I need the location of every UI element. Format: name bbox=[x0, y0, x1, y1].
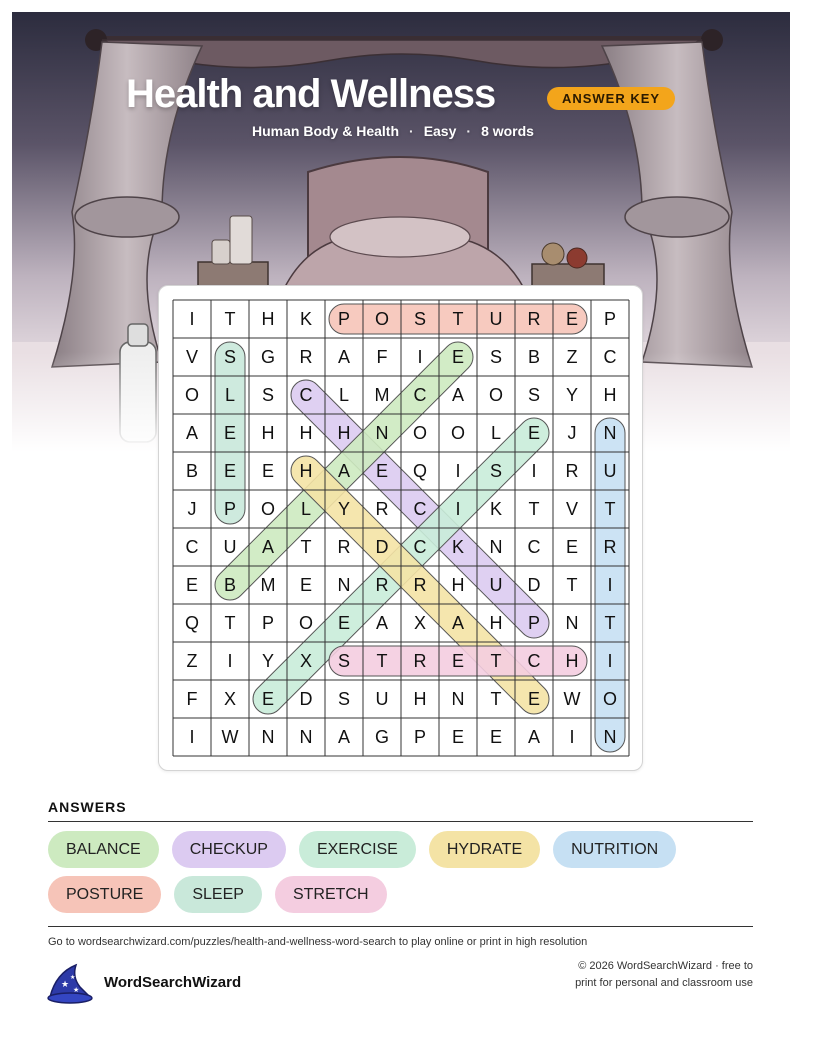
grid-letter[interactable]: P bbox=[223, 499, 237, 519]
grid-letter[interactable]: B bbox=[185, 461, 199, 481]
meta-separator: · bbox=[466, 123, 472, 139]
grid-letter[interactable]: I bbox=[607, 651, 613, 671]
grid-letter[interactable]: A bbox=[451, 613, 465, 633]
grid-letter[interactable]: W bbox=[221, 727, 239, 747]
grid-letter[interactable]: T bbox=[604, 613, 616, 633]
grid-letter[interactable]: S bbox=[223, 347, 237, 367]
grid-letter[interactable]: E bbox=[185, 575, 199, 595]
grid-letter[interactable]: S bbox=[337, 651, 351, 671]
grid-letter[interactable]: Y bbox=[565, 385, 579, 405]
grid-letter[interactable]: I bbox=[531, 461, 537, 481]
grid-letter[interactable]: L bbox=[224, 385, 236, 405]
grid-letter[interactable]: G bbox=[374, 727, 390, 747]
grid-letter[interactable]: I bbox=[227, 651, 233, 671]
grid-letter[interactable]: O bbox=[374, 309, 390, 329]
grid-letter[interactable]: C bbox=[527, 537, 541, 557]
answer-pill-stretch: STRETCH bbox=[275, 876, 387, 913]
grid-letter[interactable]: D bbox=[299, 689, 313, 709]
answer-key-badge: ANSWER KEY bbox=[547, 87, 675, 110]
grid-letter[interactable]: O bbox=[488, 385, 504, 405]
grid-letter[interactable]: S bbox=[337, 689, 351, 709]
grid-letter[interactable]: R bbox=[527, 309, 541, 329]
grid-letter[interactable]: U bbox=[375, 689, 389, 709]
grid-letter[interactable]: C bbox=[413, 499, 427, 519]
grid-letter[interactable]: N bbox=[261, 727, 275, 747]
grid-letter[interactable]: H bbox=[413, 689, 427, 709]
grid-letter[interactable]: Q bbox=[412, 461, 428, 481]
grid-letter[interactable]: U bbox=[489, 575, 503, 595]
grid-letter[interactable]: C bbox=[413, 385, 427, 405]
grid-letter[interactable]: E bbox=[489, 727, 503, 747]
grid-letter[interactable]: E bbox=[565, 309, 579, 329]
grid-letter[interactable]: P bbox=[261, 613, 275, 633]
grid-letter[interactable]: I bbox=[455, 461, 461, 481]
grid-letter[interactable]: C bbox=[299, 385, 313, 405]
grid-letter[interactable]: Y bbox=[337, 499, 351, 519]
grid-letter[interactable]: A bbox=[451, 385, 465, 405]
grid-letter[interactable]: B bbox=[223, 575, 237, 595]
grid-letter[interactable]: H bbox=[603, 385, 617, 405]
grid-letter[interactable]: P bbox=[413, 727, 427, 747]
grid-letter[interactable]: E bbox=[299, 575, 313, 595]
grid-letter[interactable]: S bbox=[413, 309, 427, 329]
svg-text:★: ★ bbox=[61, 980, 70, 990]
grid-letter[interactable]: O bbox=[184, 385, 200, 405]
word-search-grid bbox=[172, 299, 630, 757]
copyright-text: © 2026 WordSearchWizard · free to print for personal and classroom use bbox=[575, 960, 753, 989]
answer-pill-balance: BALANCE bbox=[48, 831, 159, 868]
answer-pill-checkup: CHECKUP bbox=[172, 831, 286, 868]
grid-letter[interactable]: J bbox=[567, 423, 577, 443]
answer-pill-posture: POSTURE bbox=[48, 876, 161, 913]
grid-letter[interactable]: A bbox=[527, 727, 541, 747]
answer-pill-exercise: EXERCISE bbox=[299, 831, 416, 868]
grid-letter[interactable]: K bbox=[489, 499, 503, 519]
grid-letter[interactable]: I bbox=[189, 727, 195, 747]
grid-letter[interactable]: J bbox=[187, 499, 197, 519]
grid-letter[interactable]: C bbox=[603, 347, 617, 367]
grid-letter[interactable]: N bbox=[603, 423, 617, 443]
grid-letter[interactable]: M bbox=[374, 385, 390, 405]
grid-letter[interactable]: T bbox=[224, 613, 236, 633]
divider bbox=[48, 821, 753, 822]
grid-letter[interactable]: R bbox=[413, 651, 427, 671]
grid-letter[interactable]: C bbox=[185, 537, 199, 557]
grid-letter[interactable]: A bbox=[185, 423, 199, 443]
grid-letter[interactable]: P bbox=[603, 309, 617, 329]
grid-letter[interactable]: L bbox=[300, 499, 312, 519]
grid-letter[interactable]: H bbox=[489, 613, 503, 633]
grid-letter[interactable]: V bbox=[565, 499, 579, 519]
grid-letter[interactable]: R bbox=[375, 575, 389, 595]
grid-letter[interactable]: S bbox=[527, 385, 541, 405]
grid-letter[interactable]: X bbox=[413, 613, 427, 633]
grid-letter[interactable]: S bbox=[261, 385, 275, 405]
grid-letter[interactable]: F bbox=[376, 347, 388, 367]
svg-text:★: ★ bbox=[70, 974, 76, 981]
grid-letter[interactable]: C bbox=[527, 651, 541, 671]
grid-letter[interactable]: W bbox=[563, 689, 581, 709]
grid-letter[interactable]: T bbox=[604, 499, 616, 519]
grid-letter[interactable]: H bbox=[337, 423, 351, 443]
grid-letter[interactable]: M bbox=[260, 575, 276, 595]
grid-letter[interactable]: A bbox=[261, 537, 275, 557]
grid-letter[interactable]: T bbox=[528, 499, 540, 519]
grid-letter[interactable]: E bbox=[565, 537, 579, 557]
grid-letter[interactable]: U bbox=[223, 537, 237, 557]
answer-pill-nutrition: NUTRITION bbox=[553, 831, 676, 868]
grid-letter[interactable]: I bbox=[417, 347, 423, 367]
puzzle-meta bbox=[252, 123, 534, 139]
grid-letter[interactable]: E bbox=[451, 651, 465, 671]
grid-letter[interactable]: R bbox=[565, 461, 579, 481]
grid-letter[interactable]: N bbox=[375, 423, 389, 443]
grid-letter[interactable]: H bbox=[299, 423, 313, 443]
grid-letter[interactable]: E bbox=[527, 423, 541, 443]
grid-letter[interactable]: E bbox=[527, 689, 541, 709]
grid-letter[interactable]: L bbox=[490, 423, 502, 443]
grid-letter[interactable]: T bbox=[224, 309, 236, 329]
grid-letter[interactable]: B bbox=[527, 347, 541, 367]
grid-letter[interactable]: D bbox=[375, 537, 389, 557]
grid-letter[interactable]: K bbox=[299, 309, 313, 329]
grid-letter[interactable]: K bbox=[451, 537, 465, 557]
grid-letter[interactable]: G bbox=[260, 347, 276, 367]
grid-letter[interactable]: Z bbox=[186, 651, 198, 671]
grid-letter[interactable]: O bbox=[260, 499, 276, 519]
difficulty-label: Easy bbox=[423, 123, 457, 139]
grid-letter[interactable]: A bbox=[375, 613, 389, 633]
grid-letter[interactable]: N bbox=[489, 537, 503, 557]
grid-letter[interactable]: Y bbox=[261, 651, 275, 671]
footer-url-text[interactable]: Go to wordsearchwizard.com/puzzles/health-and-wellness-word-search to play online or print in high resolution bbox=[48, 936, 588, 948]
grid-letter[interactable]: A bbox=[337, 727, 351, 747]
grid-letter[interactable]: I bbox=[455, 499, 461, 519]
grid-letter[interactable]: R bbox=[603, 537, 617, 557]
svg-text:★: ★ bbox=[73, 986, 80, 994]
meta-separator: · bbox=[409, 123, 414, 139]
grid-letter[interactable]: N bbox=[337, 575, 351, 595]
wizard-hat-icon bbox=[46, 963, 94, 1005]
grid-letter[interactable]: S bbox=[489, 461, 503, 481]
answer-list bbox=[48, 831, 768, 913]
grid-letter[interactable]: R bbox=[375, 499, 389, 519]
answer-pill-sleep: SLEEP bbox=[174, 876, 262, 913]
grid-letter[interactable]: F bbox=[186, 689, 198, 709]
answers-heading: ANSWERS bbox=[48, 799, 127, 815]
grid-letter[interactable]: P bbox=[337, 309, 351, 329]
grid-letter[interactable]: R bbox=[413, 575, 427, 595]
category-label: Human Body & Health bbox=[252, 123, 400, 139]
grid-letter[interactable]: E bbox=[261, 689, 275, 709]
grid-letter[interactable]: V bbox=[185, 347, 199, 367]
grid-letter[interactable]: X bbox=[223, 689, 237, 709]
grid-letter[interactable]: H bbox=[565, 651, 579, 671]
grid-letter[interactable]: I bbox=[607, 575, 613, 595]
grid-letter[interactable]: N bbox=[451, 689, 465, 709]
grid-letter[interactable]: E bbox=[223, 461, 237, 481]
grid-letter[interactable]: U bbox=[603, 461, 617, 481]
grid-letter[interactable]: E bbox=[337, 613, 351, 633]
grid-letter[interactable]: H bbox=[451, 575, 465, 595]
grid-letter[interactable]: H bbox=[261, 423, 275, 443]
divider bbox=[48, 926, 753, 927]
grid-letter[interactable]: X bbox=[299, 651, 313, 671]
answer-pill-hydrate: HYDRATE bbox=[429, 831, 540, 868]
grid-letter[interactable]: U bbox=[489, 309, 503, 329]
grid-letter[interactable]: O bbox=[450, 423, 466, 443]
grid-letter[interactable]: D bbox=[527, 575, 541, 595]
grid-letter[interactable]: E bbox=[451, 347, 465, 367]
grid-letter[interactable]: N bbox=[565, 613, 579, 633]
grid-letter[interactable]: I bbox=[569, 727, 575, 747]
grid-letter[interactable]: E bbox=[451, 727, 465, 747]
grid-letter[interactable]: E bbox=[375, 461, 389, 481]
grid-letter[interactable]: T bbox=[300, 537, 312, 557]
grid-letter[interactable]: C bbox=[413, 537, 427, 557]
word-count-label: 8 words bbox=[481, 123, 534, 139]
grid-letter[interactable]: N bbox=[603, 727, 617, 747]
grid-letter[interactable]: R bbox=[337, 537, 351, 557]
grid-letter[interactable]: E bbox=[261, 461, 275, 481]
grid-letter[interactable]: T bbox=[566, 575, 578, 595]
grid-letter[interactable]: H bbox=[299, 461, 313, 481]
grid-letter[interactable]: N bbox=[299, 727, 313, 747]
grid-letter[interactable]: T bbox=[452, 309, 464, 329]
grid-letter[interactable]: I bbox=[189, 309, 195, 329]
grid-letter[interactable]: Q bbox=[184, 613, 200, 633]
grid-letter[interactable]: O bbox=[602, 689, 618, 709]
grid-letter[interactable]: H bbox=[261, 309, 275, 329]
grid-letter[interactable]: Z bbox=[566, 347, 578, 367]
grid-letter[interactable]: P bbox=[527, 613, 541, 633]
grid-letter[interactable]: A bbox=[337, 461, 351, 481]
grid-letter[interactable]: L bbox=[338, 385, 350, 405]
grid-letter[interactable]: R bbox=[299, 347, 313, 367]
grid-letter[interactable]: A bbox=[337, 347, 351, 367]
grid-letter[interactable]: O bbox=[298, 613, 314, 633]
grid-letter[interactable]: S bbox=[489, 347, 503, 367]
grid-letter[interactable]: T bbox=[490, 651, 502, 671]
brand-name[interactable]: WordSearchWizard bbox=[104, 974, 242, 991]
grid-letter[interactable]: T bbox=[490, 689, 502, 709]
page-title: Health and Wellness bbox=[126, 72, 496, 116]
grid-letter[interactable]: E bbox=[223, 423, 237, 443]
grid-letter[interactable]: O bbox=[412, 423, 428, 443]
grid-letter[interactable]: T bbox=[376, 651, 388, 671]
